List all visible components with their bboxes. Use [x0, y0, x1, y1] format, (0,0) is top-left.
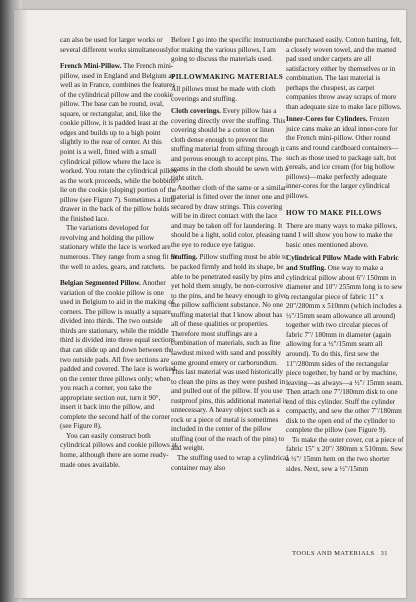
paragraph-how: There are many ways to make pillows, and I will show you how to make the basic ones mentioned above.: [286, 221, 398, 249]
heading-stuffing: Stuffing.: [171, 253, 198, 262]
footer-section-title: TOOLS AND MATERIALS: [292, 550, 375, 557]
paragraph-outer-cover: To make the outer cover, cut a piece of fabric 15" x 20"/ 380mm x 510mm. Sew a ½"/ 15mm hem on the two shorter sides. Next, sew a ½"/15mm: [286, 435, 404, 473]
heading-how-to-make-pillows: HOW TO MAKE PILLOWS: [286, 209, 382, 218]
text-inner-cores: Frozen juice cans make an ideal inner-core for the French mini-pillow. Other round cans and round cardboard containers—such as those used to package salt, hot cereals, and ice cream (for big hollow pillows)—make perfectly adequate inner-cores for the larger cylindrical pillows.: [286, 115, 399, 200]
text-french-mini-pillow: The French mini-pillow, used in England and Belgium as well as in France, combines the features of the cylindrical pillow and the cookie pillow. The base can be round, oval, square, or rectangular, and, like the cookie pillow, it is padded least at the edges and builds up to a high point slightly to the rear of center. At this point is a well, fitted with a small cylindrical pillow where the lace is worked. You rotate the cylindrical pillow as the work proceeds, while the bobbins lie on the cookie (sloping) portion of the pillow (see Figure 7). Sometimes a little drawer in the back of the pillow holds the finished lace.: [60, 62, 178, 223]
text-cylindrical: One way to make a cylindrical pillow about 6"/ 150mm in diameter and 10"/ 255mm long is to sew a rectangular piece of fabric 11" x 20"/280mm x 510mm (which includes a ½"/15mm seam allowance all around) together with two circular pieces of fabric 7"/ 180mm in diameter (again allowing for a ½"/15mm seam all around). To do this, first sew the 11"/280mm sides of the rectangular piece together, by hand or by machine, leaving—as always—a ½"/ 15mm seam. Then attach one 7"/180mm disk to one end of this cylinder. Stuff the cylinder compactly, and sew the other 7"/180mm disk to the open end of the cylinder to complete the pillow (see Figure 9).: [286, 264, 404, 435]
heading-french-mini-pillow: French Mini-Pillow.: [60, 62, 122, 71]
heading-cloth-coverings: Cloth coverings.: [171, 107, 221, 116]
paragraph-continued: can also be used for larger works or several different works simultaneously.: [60, 36, 173, 54]
paragraph-french-mini-pillow: [60, 62, 178, 224]
paragraph-purchased: be purchased easily. Cotton batting, felt, a closely woven towel, and the matted pad used under carpets are all satisfactory either by themselves or in combination. The last material is perhaps the cheapest, as carpet companies throw away scraps of more than adequate size to make lace pillows.: [286, 36, 402, 111]
text-column-3: [286, 36, 404, 474]
paragraph-intro: Before I go into the specific instructions for making the various pillows, I am going to discuss the materials used.: [171, 36, 287, 64]
paragraph-variations: The variations developed for revolving and holding the pillow stationary while the lace is worked are numerous. They range from a snug fit in the well to axles, gears, and ratchets.: [60, 224, 177, 271]
text-belgian-pillow: Another variation of the cookie pillow is one used in Belgium to aid in the making of corners. The pillow is usually a square, divided into thirds. The two outside thirds are stationary, while the middle third is divided into three equal sections that can slide up and down between the two outside pads. All five sections are padded and covered. The lace is worked on the center three pillows only; when you reach a corner, you take the appropriate section out, turn it 90°, insert it back into the pillow, and complete the second half of the corner (see Figure 8).: [60, 279, 176, 431]
paragraph-stuffing: [171, 253, 289, 453]
page-footer: [292, 550, 388, 557]
page-number: 31: [380, 550, 388, 557]
heading-belgian-pillow: Belgian Segmented Pillow.: [60, 279, 141, 288]
paragraph-cloth: [171, 107, 289, 183]
heading-pillowmaking-materials: PILLOWMAKING MATERIALS: [171, 72, 284, 81]
paragraph-inner-cores: [286, 115, 404, 201]
paragraph-construct: You can easily construct both cylindrical pillows and cookie pillows at home, although there are some ready-made ones available.: [60, 431, 177, 469]
text-stuffing: Pillow stuffing must be able to be packed firmly and hold its shape, be able to be penetrated easily by pins and yet hold them snugly, be non-corrosive to the pins, and be heavy enough to give the pillow sufficient substance. No one stuffing material that I know about has all of these qualities or properties. Therefore most stuffings are a combination of materials, such as fine sawdust mixed with sand and possibly some ground emery or carborundum. This last material was used historically to clean the pins as they were pushed in and pulled out of the pillow. If you use rustproof pins, this additional material is unnecessary. A heavy object such as a rock or a piece of metal is sometimes included in the center of the pillow stuffing (out of the reach of the pins) to add weight.: [171, 253, 288, 453]
heading-cylindrical-pillow: Cylindrical Pillow Made with Fabric and Stuffing.: [286, 254, 399, 273]
paragraph-wrap: The stuffing used to wrap a cylindrical container may also: [171, 453, 289, 472]
heading-inner-cores: Inner-Cores for Cylinders.: [286, 115, 368, 124]
paragraph-cylindrical: [286, 254, 404, 435]
paragraph-another-cloth: Another cloth of the same or a similar material is fitted over the inner one and secured by draw strings. This covering will be in direct contact with the lace and may be taken off for laundering. It should be a light, solid color, pleasing to the eye to reduce eye fatigue.: [171, 183, 288, 249]
text-column-2: [171, 36, 289, 473]
text-cloth: Every pillow has a covering directly over the stuffing. This covering should be a cotton or linen cloth dense enough to prevent the stuffing material from sifting through it and porous enough to accept pins. The seams in the cloth should be sewn with a tight stitch.: [171, 107, 289, 183]
book-page: [14, 10, 406, 598]
paragraph-materials: All pillows must be made with cloth coverings and stuffing.: [171, 85, 276, 103]
paragraph-belgian-pillow: [60, 279, 178, 432]
text-column-1: [60, 36, 178, 470]
